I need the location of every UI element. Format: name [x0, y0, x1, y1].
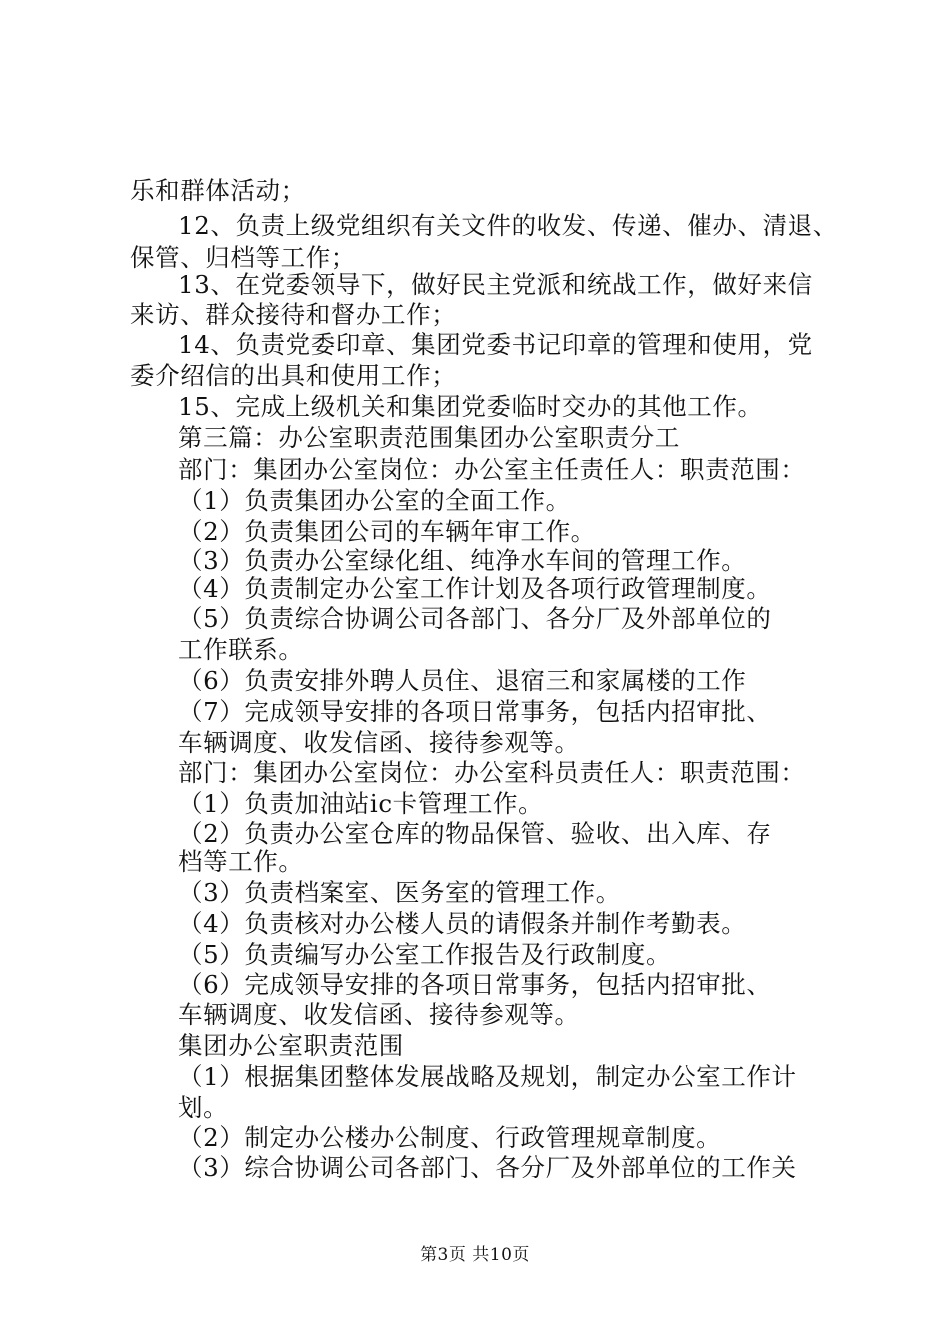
text-line: 部门：集团办公室岗位：办公室科员责任人：职责范围： [178, 758, 806, 787]
text-line: 委介绍信的出具和使用工作； [130, 361, 457, 390]
list-item: （6）完成领导安排的各项日常事务，包括内招审批、 [178, 970, 772, 999]
list-item-continuation: 车辆调度、收发信函、接待参观等。 [178, 1000, 580, 1029]
list-item: （6）负责安排外聘人员住、退宿三和家属楼的工作 [178, 666, 747, 695]
list-item: （1）负责加油站ic卡管理工作。 [178, 789, 544, 818]
text-line: 乐和群体活动； [130, 176, 306, 205]
text-line: 部门：集团办公室岗位：办公室主任责任人：职责范围： [178, 455, 806, 484]
page-number: 第3页 共10页 [420, 1245, 530, 1265]
list-item: （4）负责核对办公楼人员的请假条并制作考勤表。 [178, 909, 747, 938]
list-item: （7）完成领导安排的各项日常事务，包括内招审批、 [178, 697, 772, 726]
list-item: （1）负责集团办公室的全面工作。 [178, 486, 571, 515]
list-item: （2）负责办公室仓库的物品保管、验收、出入库、存 [178, 819, 772, 848]
list-item: （2）制定办公楼办公制度、行政管理规章制度。 [178, 1123, 722, 1152]
text-line: 保管、归档等工作； [130, 243, 356, 272]
list-item: （5）负责编写办公室工作报告及行政制度。 [178, 940, 672, 969]
list-item: （3）负责档案室、医务室的管理工作。 [178, 878, 621, 907]
list-item-continuation: 划。 [178, 1093, 229, 1122]
section-heading: 第三篇：办公室职责范围集团办公室职责分工 [178, 423, 680, 452]
text-line: 15、完成上级机关和集团党委临时交办的其他工作。 [178, 392, 763, 421]
text-line: 12、负责上级党组织有关文件的收发、传递、催办、清退、 [178, 211, 838, 240]
list-item: （3）综合协调公司各部门、各分厂及外部单位的工作关 [178, 1153, 797, 1182]
text-line: 来访、群众接待和督办工作； [130, 300, 457, 329]
list-item: （2）负责集团公司的车辆年审工作。 [178, 517, 596, 546]
list-item-continuation: 工作联系。 [178, 635, 304, 664]
section-heading: 集团办公室职责范围 [178, 1031, 404, 1060]
list-item-continuation: 档等工作。 [178, 847, 304, 876]
text-line: 13、在党委领导下，做好民主党派和统战工作，做好来信 [178, 270, 813, 299]
list-item: （1）根据集团整体发展战略及规划，制定办公室工作计 [178, 1062, 797, 1091]
list-item: （5）负责综合协调公司各部门、各分厂及外部单位的 [178, 604, 772, 633]
list-item-continuation: 车辆调度、收发信函、接待参观等。 [178, 728, 580, 757]
list-item: （3）负责办公室绿化组、纯净水车间的管理工作。 [178, 546, 747, 575]
text-line: 14、负责党委印章、集团党委书记印章的管理和使用，党 [178, 330, 813, 359]
list-item: （4）负责制定办公室工作计划及各项行政管理制度。 [178, 574, 772, 603]
